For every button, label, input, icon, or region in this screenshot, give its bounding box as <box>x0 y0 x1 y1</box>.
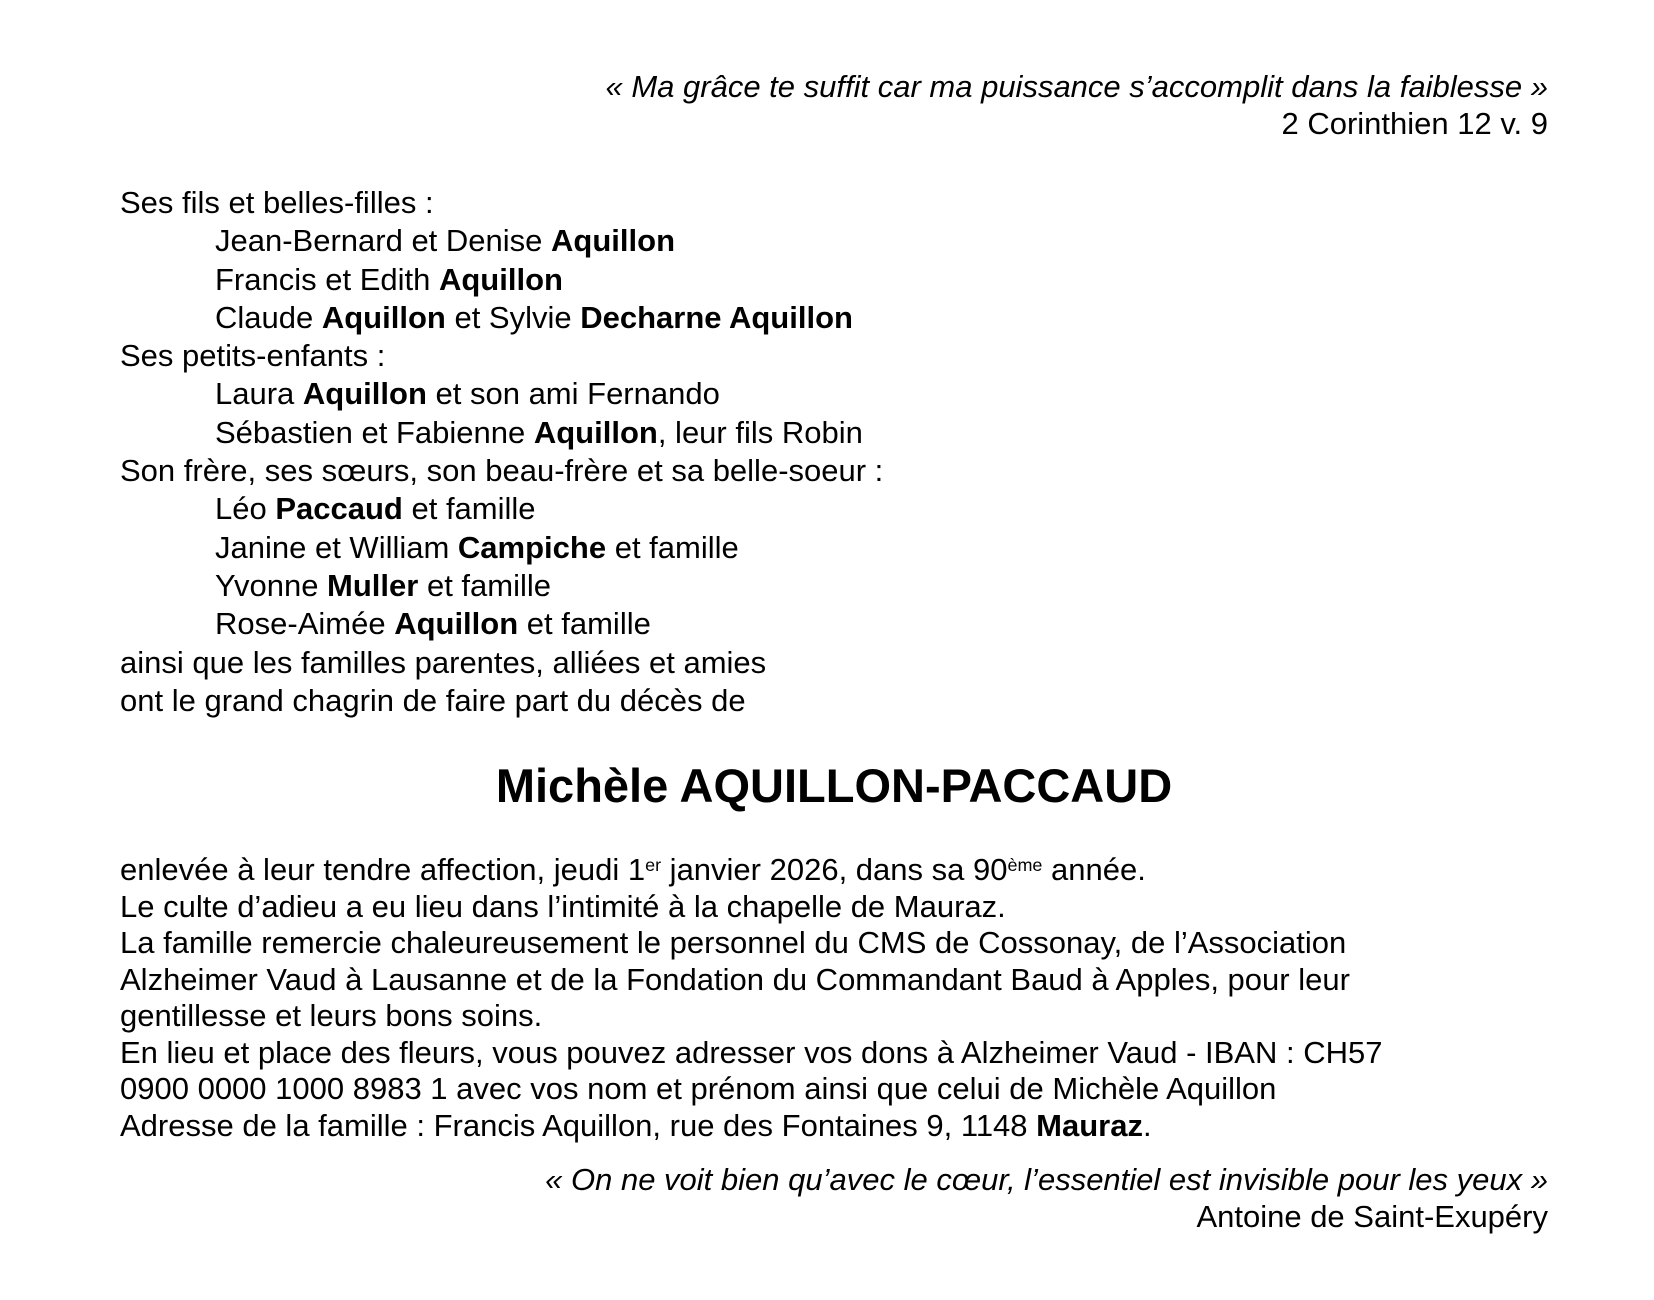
announcement-body <box>120 852 1548 1144</box>
body-line: gentillesse et leurs bons soins. <box>120 998 543 1034</box>
family-line: Yvonne Muller et famille <box>215 567 552 603</box>
body-line: La famille remercie chaleureusement le personnel du CMS de Cossonay, de l’Association <box>120 925 1347 961</box>
closing-source: Antoine de Saint-Exupéry <box>1196 1198 1548 1234</box>
body-line: Le culte d’adieu a eu lieu dans l’intimité à la chapelle de Mauraz. <box>120 888 1006 924</box>
family-announcement <box>120 184 1548 720</box>
closing-quote: « On ne voit bien qu’avec le cœur, l’essentiel est invisible pour les yeux » <box>545 1162 1548 1198</box>
family-line: Ses petits-enfants : <box>120 338 386 374</box>
closing <box>120 1162 1548 1235</box>
body-line: Alzheimer Vaud à Lausanne et de la Fondation du Commandant Baud à Apples, pour leur <box>120 961 1350 997</box>
family-line: Laura Aquillon et son ami Fernando <box>215 376 720 412</box>
epigraph <box>120 68 1548 142</box>
family-line: Francis et Edith Aquillon <box>215 261 563 297</box>
family-line: Sébastien et Fabienne Aquillon, leur fils Robin <box>215 414 863 450</box>
family-line: ainsi que les familles parentes, alliées et amies <box>120 644 767 680</box>
family-line: ont le grand chagrin de faire part du décès de <box>120 682 746 718</box>
epigraph-quote: « Ma grâce te suffit car ma puissance s’accomplit dans la faiblesse » <box>605 69 1548 104</box>
body-line: 0900 0000 1000 8983 1 avec vos nom et prénom ainsi que celui de Michèle Aquillon <box>120 1071 1277 1107</box>
deceased-name: Michèle AQUILLON-PACCAUD <box>495 759 1173 813</box>
family-line: Claude Aquillon et Sylvie Decharne Aquillon <box>215 299 853 335</box>
family-line: Ses fils et belles-filles : <box>120 185 434 220</box>
family-line: Rose-Aimée Aquillon et famille <box>215 606 651 642</box>
family-line: Son frère, ses sœurs, son beau-frère et sa belle-soeur : <box>120 453 884 489</box>
body-line: Adresse de la famille : Francis Aquillon, rue des Fontaines 9, 1148 Mauraz. <box>120 1107 1152 1143</box>
epigraph-source: 2 Corinthien 12 v. 9 <box>1281 106 1548 141</box>
body-line: En lieu et place des fleurs, vous pouvez adresser vos dons à Alzheimer Vaud - IBAN : CH57 <box>120 1034 1383 1070</box>
family-line: Léo Paccaud et famille <box>215 491 536 527</box>
family-line: Jean-Bernard et Denise Aquillon <box>215 223 676 259</box>
body-line: enlevée à leur tendre affection, jeudi 1er janvier 2026, dans sa 90ème année. <box>120 852 1146 888</box>
family-line: Janine et William Campiche et famille <box>215 529 739 565</box>
